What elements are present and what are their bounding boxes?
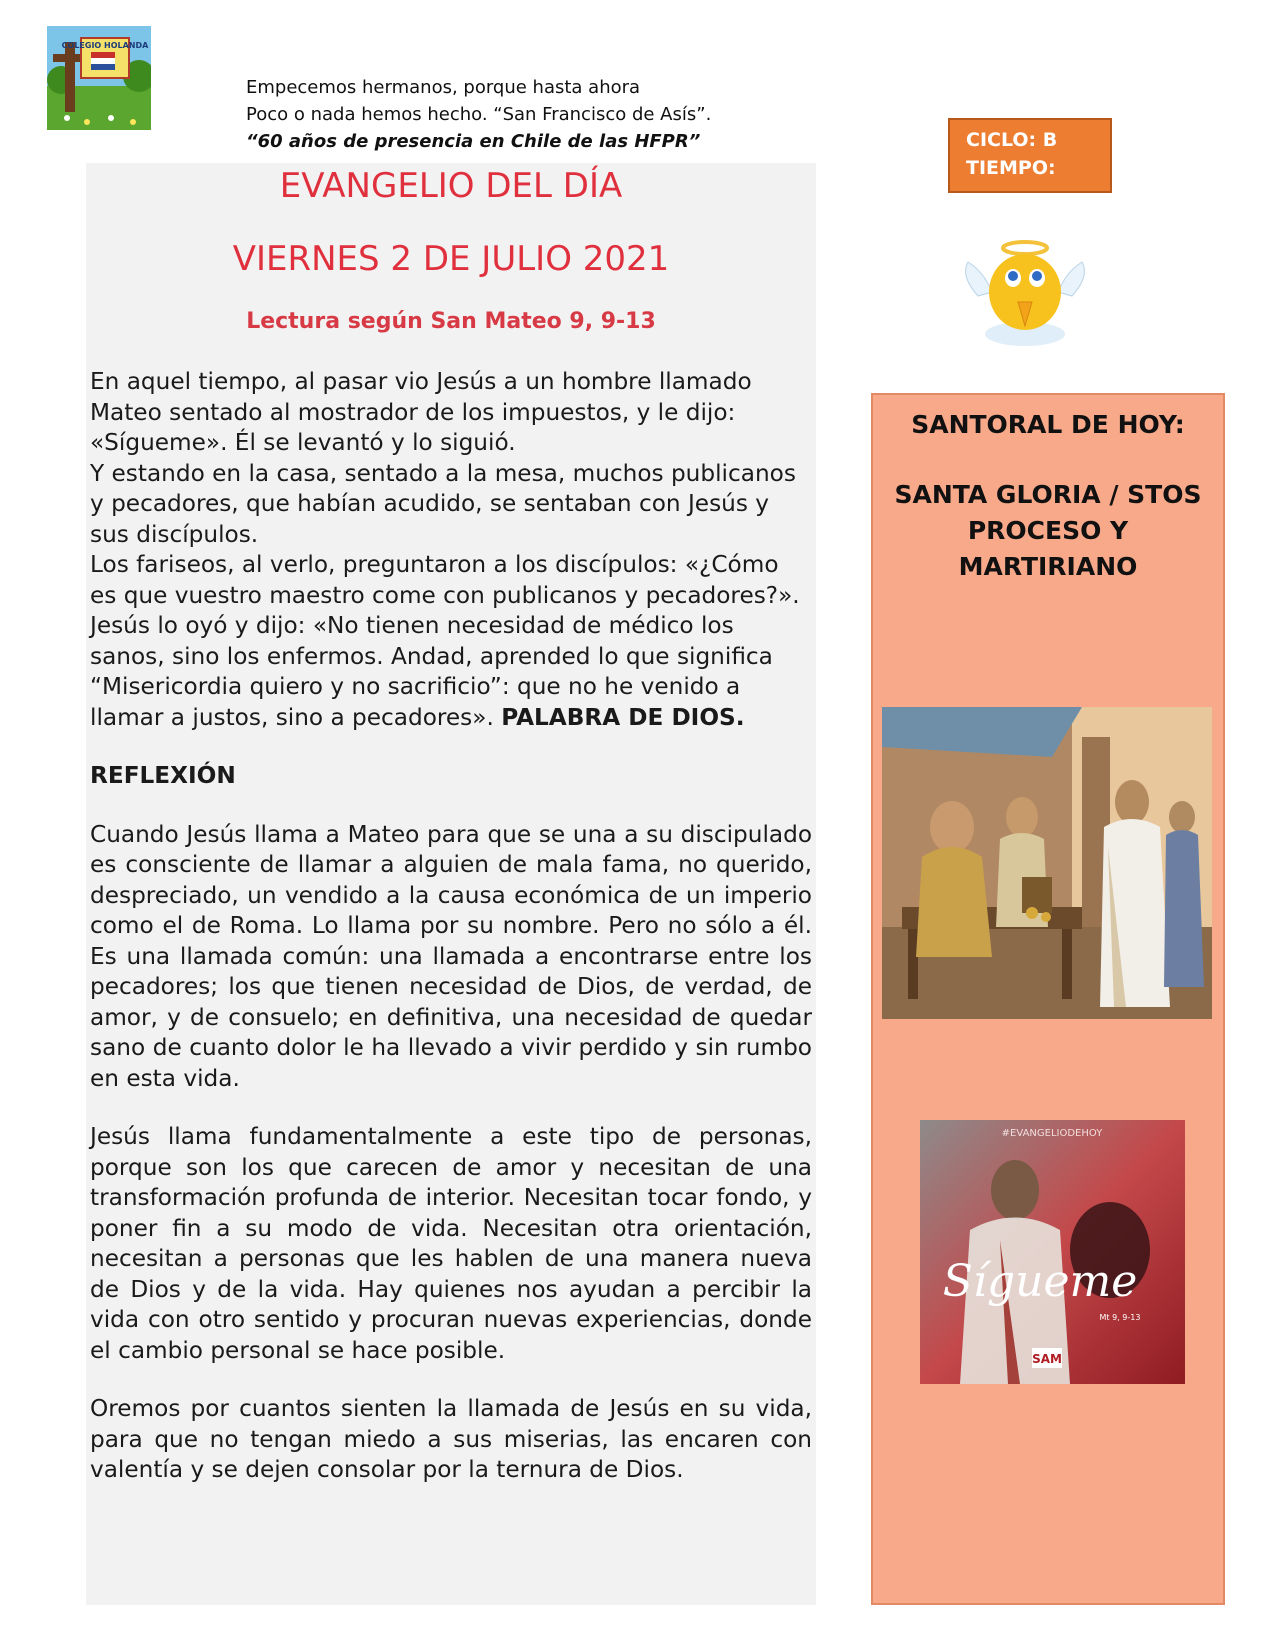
calling-of-matthew-image bbox=[882, 707, 1212, 1019]
page-title: EVANGELIO DEL DÍA bbox=[279, 166, 623, 206]
reading-reference: Lectura según San Mateo 9, 9-13 bbox=[246, 309, 656, 334]
poster-reference: Mt 9, 9-13 bbox=[1099, 1313, 1141, 1322]
motto-line-2: Poco o nada hemos hecho. “San Francisco de Asís”. bbox=[246, 104, 712, 125]
ciclo-label: CICLO: B bbox=[966, 129, 1058, 151]
reflexion-paragraph: Oremos por cuantos sienten la llamada de Jesús en su vida, para que no tengan miedo a sus miserias, las encaren con valentía y se dejen consolar por la ternura de Dios. bbox=[90, 1395, 812, 1483]
gospel-paragraph: Los fariseos, al verlo, preguntaron a los discípulos: «¿Cómo es que vuestro maestro come con publicanos y pecadores?». bbox=[90, 551, 800, 609]
poster-hashtag: #EVANGELIODEHOY bbox=[1001, 1128, 1103, 1139]
motto bbox=[246, 74, 806, 155]
reflexion-paragraph: Cuando Jesús llama a Mateo para que se una a su discipulado es consciente de llamar a alguien de mala fama, no querido, despreciado, un vendido a la causa económica de un imperio como el de Roma. Lo llama por su nombre. Pero no sólo a él. Es una llamada común: una llamada a encontrarse entre los pecadores; los que tienen necesidad de Dios, de verdad, de amor, y de consuelo; en definitiva, una necesidad de quedar sano de cuanto dolor le ha llevado a vivir perdido y sin rumbo en esta vida. bbox=[90, 820, 812, 1092]
saints-line-3: MARTIRIANO bbox=[958, 552, 1138, 581]
ciclo-box bbox=[948, 118, 1112, 193]
gospel-panel bbox=[86, 163, 816, 1605]
praying-angel-icon bbox=[958, 236, 1092, 348]
reflexion-paragraph: Jesús llama fundamentalmente a este tipo de personas, porque son los que carecen de amor y necesitan de una transformación profunda de interior. Necesitan tocar fondo, y poner fin a su modo de vida. Necesitan otra orientación, necesitan a personas que les hablen de una manera nueva de Dios y de la vida. Hay quienes nos ayudan a percibir la vida con otro sentido y procuran nuevas experiencias, donde el cambio personal se hace posible. bbox=[90, 1123, 812, 1364]
motto-line-1: Empecemos hermanos, porque hasta ahora bbox=[246, 77, 641, 98]
gospel-closing: PALABRA DE DIOS. bbox=[501, 703, 745, 731]
logo-text: COLEGIO HOLANDA bbox=[61, 41, 149, 50]
date-heading: VIERNES 2 DE JULIO 2021 bbox=[232, 239, 670, 279]
reflexion-heading: REFLEXIÓN bbox=[90, 762, 236, 789]
tiempo-label: TIEMPO: bbox=[966, 157, 1056, 179]
gospel-paragraph: Jesús lo oyó y dijo: «No tienen necesidad de médico los sanos, sino los enfermos. Andad, aprended lo que significa “Misericordia quiero y no sacrificio”: que no he venido a llamar a justos, sino a pecadores». bbox=[90, 612, 773, 731]
saints-line-1: SANTA GLORIA / STOS bbox=[894, 480, 1202, 509]
santoral-heading: SANTORAL DE HOY: bbox=[911, 410, 1185, 439]
motto-line-3: “60 años de presencia en Chile de las HFPR” bbox=[246, 131, 701, 152]
school-logo bbox=[47, 26, 151, 130]
gospel-paragraph: Y estando en la casa, sentado a la mesa, muchos publicanos y pecadores, que habían acudido, se sentaban con Jesús y sus discípulos. bbox=[90, 459, 796, 548]
sigueme-poster bbox=[920, 1120, 1185, 1384]
saints-line-2: PROCESO Y bbox=[967, 516, 1129, 545]
gospel-body bbox=[90, 367, 812, 1486]
poster-badge: SAM bbox=[1032, 1352, 1062, 1366]
poster-title: Sígueme bbox=[942, 1256, 1138, 1307]
gospel-paragraph: En aquel tiempo, al pasar vio Jesús a un hombre llamado Mateo sentado al mostrador de los impuestos, y le dijo: «Sígueme». Él se levantó y lo siguió. bbox=[90, 368, 752, 456]
